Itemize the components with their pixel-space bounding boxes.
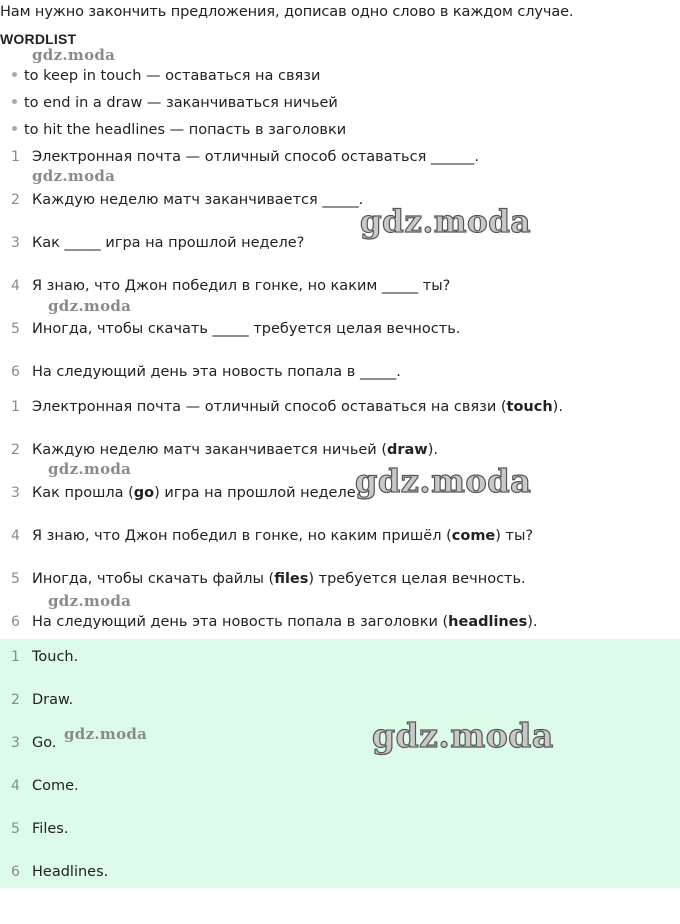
bullet-icon bbox=[12, 72, 17, 77]
watermark-large: gdz.moda bbox=[355, 462, 532, 500]
wordlist-item-text: to end in a draw — заканчиваться ничьей bbox=[24, 95, 338, 111]
item-text: Каждую неделю матч заканчивается ничьей (draw). bbox=[32, 442, 438, 458]
intro-text: Нам нужно закончить предложения, дописав одно слово в каждом случае. bbox=[0, 4, 574, 20]
answers-panel bbox=[0, 639, 680, 888]
answer-text: Files. bbox=[32, 821, 69, 837]
answer-word: files bbox=[274, 571, 309, 587]
answer-text: Come. bbox=[32, 778, 79, 794]
wordlist-item-text: to hit the headlines — попасть в заголовки bbox=[24, 122, 347, 138]
item-text: Как _____ игра на прошлой неделе? bbox=[32, 235, 305, 251]
item-text: На следующий день эта новость попала в _____. bbox=[32, 364, 401, 380]
item-number: 1 bbox=[11, 649, 20, 665]
item-number: 2 bbox=[11, 192, 20, 208]
watermark: gdz.moda bbox=[32, 46, 116, 64]
item-number: 3 bbox=[11, 735, 20, 751]
watermark: gdz.moda bbox=[32, 167, 116, 185]
item-number: 5 bbox=[11, 321, 20, 337]
watermark: gdz.moda bbox=[64, 725, 148, 743]
item-number: 6 bbox=[11, 364, 20, 380]
item-number: 4 bbox=[11, 528, 20, 544]
item-text: Как прошла (go) игра на прошлой неделе? bbox=[32, 485, 364, 501]
item-number: 4 bbox=[11, 278, 20, 294]
item-number: 6 bbox=[11, 864, 20, 880]
item-text: Каждую неделю матч заканчивается _____. bbox=[32, 192, 364, 208]
answer-word: touch bbox=[506, 399, 553, 415]
answer-text: Go. bbox=[32, 735, 57, 751]
watermark-large: gdz.moda bbox=[372, 716, 554, 755]
item-text: Я знаю, что Джон победил в гонке, но каким пришёл (come) ты? bbox=[32, 528, 534, 544]
item-text: Иногда, чтобы скачать _____ требуется целая вечность. bbox=[32, 321, 461, 337]
bullet-icon bbox=[12, 99, 17, 104]
item-number: 1 bbox=[11, 149, 20, 165]
wordlist-item-text: to keep in touch — оставаться на связи bbox=[24, 68, 321, 84]
wordlist-item bbox=[12, 68, 320, 84]
item-text: Электронная почта — отличный способ оставаться ______. bbox=[32, 149, 480, 165]
answer-text: Touch. bbox=[32, 649, 79, 665]
answer-word: headlines bbox=[448, 614, 528, 630]
watermark: gdz.moda bbox=[48, 592, 132, 610]
item-number: 4 bbox=[11, 778, 20, 794]
item-number: 5 bbox=[11, 571, 20, 587]
item-number: 2 bbox=[11, 692, 20, 708]
item-number: 6 bbox=[11, 614, 20, 630]
wordlist-item bbox=[12, 122, 346, 138]
answer-text: Draw. bbox=[32, 692, 74, 708]
item-text: На следующий день эта новость попала в заголовки (headlines). bbox=[32, 614, 538, 630]
item-text: Я знаю, что Джон победил в гонке, но каким _____ ты? bbox=[32, 278, 451, 294]
item-number: 2 bbox=[11, 442, 20, 458]
wordlist-title: WORDLIST bbox=[0, 31, 77, 47]
item-number: 1 bbox=[11, 399, 20, 415]
item-number: 5 bbox=[11, 821, 20, 837]
watermark: gdz.moda bbox=[48, 297, 132, 315]
item-number: 3 bbox=[11, 235, 20, 251]
item-text: Электронная почта — отличный способ оставаться на связи (touch). bbox=[32, 399, 563, 415]
watermark: gdz.moda bbox=[48, 460, 132, 478]
answer-text: Headlines. bbox=[32, 864, 109, 880]
answer-word: go bbox=[133, 485, 155, 501]
watermark-large: gdz.moda bbox=[360, 204, 531, 240]
item-text: Иногда, чтобы скачать файлы (files) требуется целая вечность. bbox=[32, 571, 526, 587]
answer-word: draw bbox=[386, 442, 428, 458]
bullet-icon bbox=[12, 126, 17, 131]
item-number: 3 bbox=[11, 485, 20, 501]
answer-word: come bbox=[451, 528, 496, 544]
wordlist-item bbox=[12, 95, 338, 111]
